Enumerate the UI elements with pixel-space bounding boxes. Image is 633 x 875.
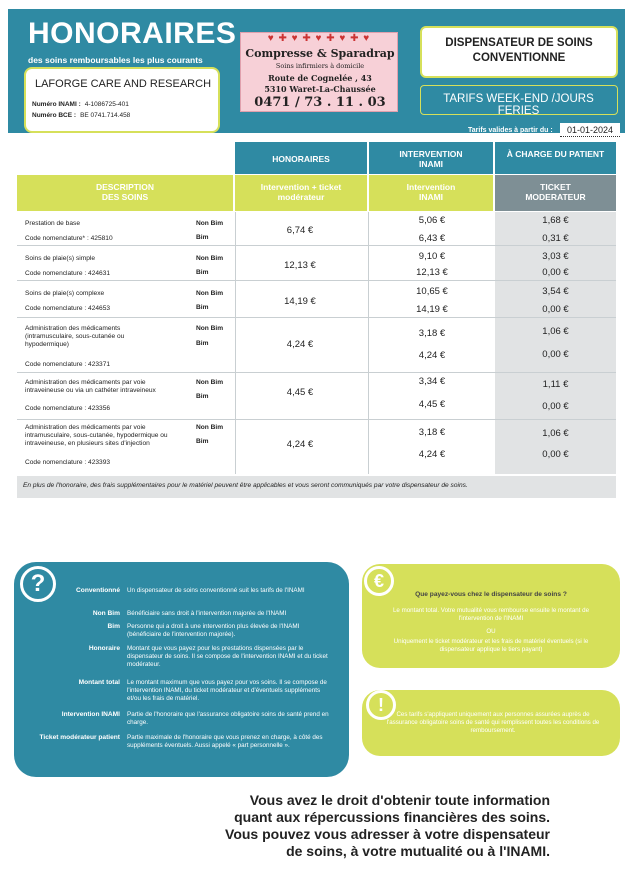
- table-note: [17, 476, 616, 498]
- inami-value: 4-1086725-401: [84, 101, 129, 108]
- exclamation-icon: !: [366, 690, 396, 720]
- stamp-address-street: Route de Cognelée , 43: [268, 73, 372, 83]
- provider-box: [24, 67, 220, 133]
- warning-text: Ces tarifs s'appliquent uniquement aux personnes assurées auprès de l'assurance obligatoire soins de santé qui remplissent toutes les conditions de remboursement.: [386, 711, 600, 734]
- row-bim-label: Non Bim: [196, 379, 224, 386]
- stamp-phone: 0471 / 73 . 11 . 03: [254, 95, 386, 110]
- glossary-term: Bim: [107, 623, 120, 630]
- rights-line: Vous avez le droit d'obtenir toute information: [249, 792, 550, 808]
- tarif-box: [420, 85, 618, 115]
- row-inami-bim: 4,45 €: [418, 399, 446, 410]
- glossary-term: Honoraire: [88, 645, 120, 652]
- row-honoraire: 4,45 €: [286, 387, 314, 398]
- payment-question: Que payez-vous chez le dispensateur de soins ?: [415, 591, 567, 598]
- subheader-ticket-moderateur: TICKET MODERATEUR: [495, 175, 616, 211]
- payment-or: OU: [486, 628, 496, 635]
- row-description: Soins de plaie(s) complexe: [25, 290, 105, 297]
- row-ticket-bim: 0,00 €: [542, 267, 569, 278]
- stamp-address-city: 5310 Waret-La-Chaussée: [264, 84, 376, 94]
- stamp-name: Compresse & Sparadrap: [245, 47, 395, 60]
- row-bim-label: Non Bim: [196, 220, 224, 227]
- row-code: Code nomenclature* : 425810: [25, 235, 113, 242]
- row-inami-nonbim: 9,10 €: [418, 251, 446, 262]
- row-ticket-nonbim: 1,11 €: [542, 379, 569, 390]
- table-row: [17, 282, 616, 318]
- row-inami-nonbim: 3,18 €: [418, 427, 446, 438]
- table-row: [17, 247, 616, 281]
- inami-label: Numéro INAMI :: [32, 101, 81, 108]
- glossary-definition: Le montant maximum que vous payez pour vos soins. Il se compose de l'intervention INAMI, du ticket modérateur et d'éventuels suppléments et/ou les frais de matériel.: [127, 679, 327, 702]
- row-inami-bim: 6,43 €: [418, 233, 446, 244]
- row-inami-bim: 14,19 €: [416, 304, 448, 315]
- row-bim-label: Bim: [196, 340, 209, 347]
- table-row: [17, 319, 616, 373]
- rights-line: de soins, à votre mutualité ou à l'INAMI.: [286, 843, 550, 859]
- glossary-term: Non Bim: [92, 610, 120, 617]
- row-bim-label: Non Bim: [196, 255, 224, 262]
- row-description: Soins de plaie(s) simple: [25, 255, 95, 262]
- row-description: Administration des médicaments (intramusculaire, sous-cutanée ou hypodermique): [25, 325, 125, 348]
- row-inami-bim: 4,24 €: [418, 449, 446, 460]
- payment-option-ticket: Uniquement le ticket modérateur et les frais de matériel éventuels (si le dispensateur applique le tiers payant): [393, 638, 589, 653]
- row-ticket-bim: 0,00 €: [542, 449, 569, 460]
- header-charge-patient: À CHARGE DU PATIENT: [495, 142, 616, 174]
- bce-label: Numéro BCE :: [32, 112, 77, 119]
- row-bim-label: Bim: [196, 269, 209, 276]
- row-bim-label: Bim: [196, 438, 209, 445]
- glossary-definition: Montant que vous payez pour les prestations dispensées par le dispensateur de soins. Il se compose de l'intervention INAMI et du ticket modérateur.: [127, 645, 328, 668]
- row-ticket-bim: 0,00 €: [542, 401, 569, 412]
- row-inami-nonbim: 3,18 €: [418, 328, 446, 339]
- row-code: Code nomenclature : 423371: [25, 361, 111, 368]
- glossary-definition: Bénéficiaire sans droit à l'intervention majorée de l'INAMI: [127, 610, 287, 617]
- row-honoraire: 4,24 €: [286, 339, 314, 350]
- bce-number: [32, 112, 130, 119]
- row-honoraire: 6,74 €: [286, 225, 314, 236]
- table-note-text: En plus de l'honoraire, des frais supplémentaires pour le matériel peuvent être applicables et vous seront communiqués par votre dispensateur de soins.: [23, 482, 468, 489]
- row-bim-label: Bim: [196, 304, 209, 311]
- subheader-intervention-ticket: Intervention + ticket modérateur: [235, 175, 367, 211]
- glossary-definition: Partie de l'honoraire que l'assurance obligatoire soins de santé prend en charge.: [127, 711, 329, 726]
- row-description: Administration des médicaments par voie intraveineuse ou via un cathéter intraveineux: [25, 379, 156, 394]
- row-description: Administration des médicaments par voie intramusculaire, sous-cutanée, hypodermique ou intraveineuse, en plusieurs sites d'injection: [25, 424, 168, 447]
- inami-number: [32, 101, 129, 108]
- stamp-subtitle: Soins infirmiers à domicile: [275, 62, 365, 70]
- row-ticket-bim: 0,31 €: [542, 233, 569, 244]
- rights-line: quant aux répercussions financières des soins.: [234, 809, 550, 825]
- row-inami-bim: 12,13 €: [416, 267, 448, 278]
- page-subtitle: des soins remboursables les plus courants: [28, 55, 203, 65]
- valid-from-label: Tarifs valides à partir du :: [468, 127, 553, 134]
- row-honoraire: 4,24 €: [286, 439, 314, 450]
- row-inami-bim: 4,24 €: [418, 350, 446, 361]
- row-honoraire: 14,19 €: [284, 296, 316, 307]
- payment-option-total: Le montant total. Votre mutualité vous rembourse ensuite le montant de l'intervention de l'INAMI: [392, 607, 590, 622]
- dispensateur-label: DISPENSATEUR DE SOINS CONVENTIONNE: [445, 37, 593, 64]
- rights-message: [130, 792, 550, 860]
- row-code: Code nomenclature : 423393: [25, 459, 111, 466]
- row-bim-label: Non Bim: [196, 325, 224, 332]
- row-ticket-nonbim: 3,03 €: [542, 251, 569, 262]
- bce-value: BE 0741.714.458: [80, 112, 131, 119]
- euro-icon: €: [364, 566, 394, 596]
- table-row: [17, 212, 616, 246]
- stamp-decoration-icon: ♥ ✚ ♥ ✚ ♥ ✚ ♥ ✚ ♥: [267, 33, 371, 44]
- tariff-table: [17, 142, 616, 474]
- row-code: Code nomenclature : 424653: [25, 305, 111, 312]
- row-bim-label: Non Bim: [196, 424, 224, 431]
- glossary-term: Conventionné: [76, 587, 120, 594]
- row-ticket-nonbim: 1,06 €: [542, 326, 569, 337]
- row-ticket-nonbim: 1,06 €: [542, 428, 569, 439]
- row-ticket-nonbim: 1,68 €: [542, 215, 569, 226]
- header-honoraires: HONORAIRES: [235, 142, 367, 174]
- glossary-definition: Personne qui a droit à une intervention plus élevée de l'INAMI (bénéficiaire de l'intervention majorée).: [127, 623, 300, 638]
- header-intervention-inami: INTERVENTION INAMI: [369, 142, 493, 174]
- valid-from-date: 01-01-2024: [560, 123, 620, 137]
- row-inami-nonbim: 3,34 €: [418, 376, 446, 387]
- row-description: Prestation de base: [25, 220, 80, 227]
- row-inami-nonbim: 10,65 €: [416, 286, 448, 297]
- glossary-definition: Partie maximale de l'honoraire que vous prenez en charge, à côté des suppléments éventuels. Aussi appelé « part personnelle ».: [127, 734, 323, 749]
- rights-line: Vous pouvez vous adresser à votre dispensateur: [225, 826, 550, 842]
- glossary-term: Intervention INAMI: [61, 711, 120, 718]
- row-bim-label: Bim: [196, 234, 209, 241]
- question-icon: ?: [20, 566, 56, 602]
- row-honoraire: 12,13 €: [284, 260, 316, 271]
- dispensateur-box: [420, 26, 618, 78]
- provider-name: LAFORGE CARE AND RESEARCH: [34, 78, 212, 90]
- row-ticket-bim: 0,00 €: [542, 304, 569, 315]
- glossary-term: Montant total: [78, 679, 120, 686]
- row-ticket-bim: 0,00 €: [542, 349, 569, 360]
- glossary-definition: Un dispensateur de soins conventionné suit les tarifs de l'INAMI: [127, 587, 305, 594]
- tarif-label: TARIFS WEEK-END /JOURS FERIES: [443, 93, 594, 117]
- row-ticket-nonbim: 3,54 €: [542, 286, 569, 297]
- provider-stamp: [240, 32, 398, 112]
- row-bim-label: Non Bim: [196, 290, 224, 297]
- row-code: Code nomenclature : 423356: [25, 405, 111, 412]
- subheader-intervention-inami: Intervention INAMI: [369, 175, 493, 211]
- row-bim-label: Bim: [196, 393, 209, 400]
- row-code: Code nomenclature : 424631: [25, 270, 111, 277]
- row-inami-nonbim: 5,06 €: [418, 215, 446, 226]
- glossary-term: Ticket modérateur patient: [39, 734, 120, 741]
- subheader-description: DESCRIPTION DES SOINS: [17, 175, 233, 211]
- page-title: HONORAIRES: [28, 17, 237, 50]
- table-row: [17, 421, 616, 475]
- table-row: [17, 374, 616, 420]
